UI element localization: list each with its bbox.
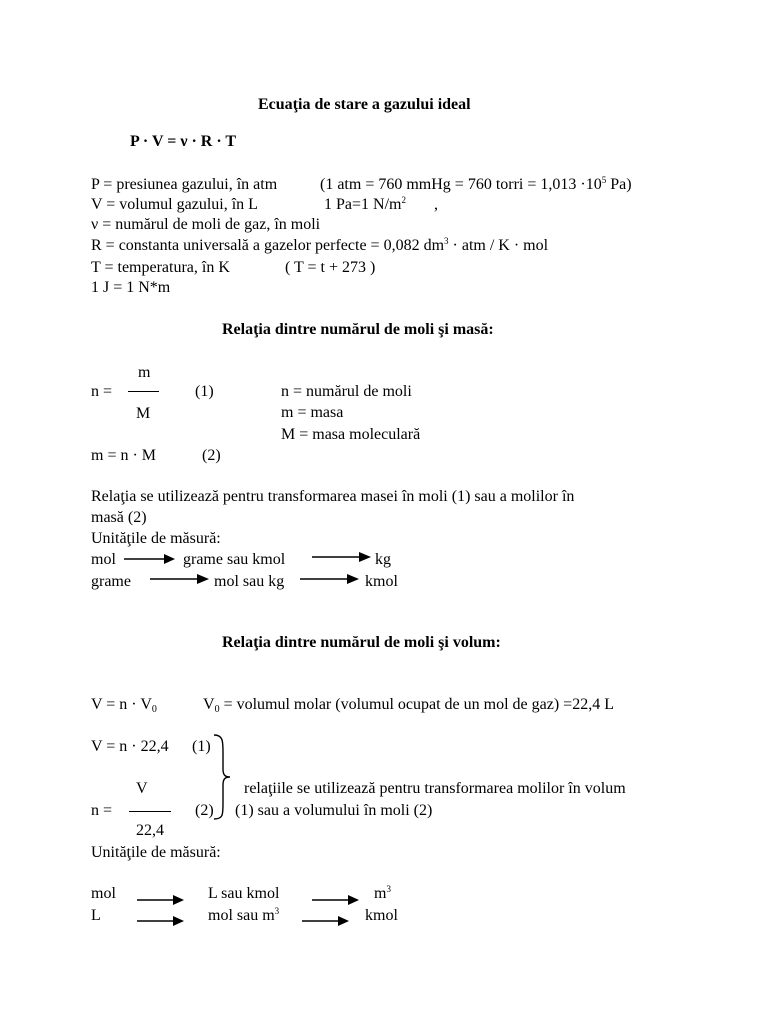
unit-l: L bbox=[91, 907, 101, 924]
page-title: Ecuaţia de stare a gazului ideal bbox=[258, 96, 471, 113]
legend-M: M = masa moleculară bbox=[281, 426, 421, 443]
curly-brace-icon bbox=[212, 733, 234, 821]
formula-v-numeric: V = n · 22,4 bbox=[91, 738, 169, 755]
unit-l-kmol: L sau kmol bbox=[208, 885, 280, 902]
arrow-right-icon bbox=[312, 893, 360, 907]
section-heading-volume: Relaţia dintre numărul de moli şi volum: bbox=[222, 634, 501, 651]
fraction-bar bbox=[129, 811, 171, 812]
formula-tag-2: (2) bbox=[202, 447, 221, 464]
arrow-right-icon bbox=[124, 552, 176, 566]
unit-mol: mol bbox=[91, 551, 116, 568]
legend-m: m = masa bbox=[281, 404, 344, 421]
unit-m3: $m^3$ bbox=[374, 884, 391, 902]
fraction-denominator: M bbox=[136, 405, 151, 422]
fraction-numerator: m bbox=[138, 364, 151, 381]
arrow-right-icon bbox=[150, 572, 210, 586]
section-heading-mass: Relaţia dintre numărul de moli şi masă: bbox=[222, 321, 494, 338]
v0-definition: $V_0$ = volumul molar (volumul ocupat de un mol de gaz) =22,4 L bbox=[203, 696, 614, 715]
volume-note-line1: relaţiile se utilizează pentru transformarea molilor în volum bbox=[244, 780, 626, 797]
unit-kg: kg bbox=[375, 551, 391, 568]
formula-tag-2: (2) bbox=[195, 802, 214, 819]
volume-note-line2: (1) sau a volumului în moli (2) bbox=[235, 802, 433, 819]
formula-tag-1: (1) bbox=[192, 738, 211, 755]
units-heading: Unităţile de măsură: bbox=[91, 530, 221, 547]
def-volume: V = volumul gazului, în L bbox=[91, 196, 258, 213]
fraction-denominator-v: 22,4 bbox=[136, 822, 164, 839]
formula-n-volume: n = bbox=[91, 802, 113, 819]
fraction-numerator-v: V bbox=[136, 780, 148, 797]
formula-m: m = n · M bbox=[91, 447, 157, 464]
def-pascal-comma: , bbox=[434, 196, 438, 213]
def-joule: 1 J = 1 N*m bbox=[91, 279, 171, 296]
units-heading-2: Unităţile de măsură: bbox=[91, 844, 221, 861]
formula-v: $V = n \cdot V_0$ bbox=[91, 696, 157, 715]
formula-tag-1: (1) bbox=[195, 383, 214, 400]
def-pascal: 1 Pa=1 $N/m^2$ bbox=[324, 195, 406, 213]
arrow-right-icon bbox=[300, 572, 360, 586]
arrow-right-icon bbox=[137, 893, 185, 907]
unit-mol-2: mol bbox=[91, 885, 116, 902]
unit-mol-m3: mol sau $m^3$ bbox=[208, 906, 280, 924]
formula-n: n = bbox=[91, 383, 113, 400]
unit-grame-kmol: grame sau kmol bbox=[183, 551, 286, 568]
legend-n: n = numărul de moli bbox=[281, 383, 412, 400]
def-pressure: P = presiunea gazului, în atm bbox=[91, 176, 278, 193]
unit-kmol: kmol bbox=[365, 573, 398, 590]
def-temperature: T = temperatura, în K bbox=[91, 259, 230, 276]
usage-text-line1: Relaţia se utilizează pentru transformarea masei în moli (1) sau a molilor în bbox=[91, 488, 575, 505]
fraction-bar bbox=[128, 391, 159, 392]
arrow-right-icon bbox=[302, 914, 350, 928]
arrow-right-icon bbox=[137, 914, 185, 928]
arrow-right-icon bbox=[312, 550, 372, 564]
def-pressure-conversion: (1 atm = 760 mmHg = 760 torri = $1,013 \cdot 10^5$ Pa) bbox=[320, 175, 632, 193]
main-equation: P · V = ν · R · T bbox=[130, 133, 237, 150]
usage-text-line2: masă (2) bbox=[91, 509, 147, 526]
def-temperature-celsius: ( T = t + 273 ) bbox=[285, 259, 376, 276]
def-moles: ν = numărul de moli de gaz, în moli bbox=[91, 216, 321, 233]
def-gas-constant: R = constanta universală a gazelor perfecte = 0,082 $dm^3$ · atm / K · mol bbox=[91, 236, 549, 254]
unit-grame: grame bbox=[91, 573, 131, 590]
unit-kmol-2: kmol bbox=[365, 907, 398, 924]
unit-mol-kg: mol sau kg bbox=[214, 573, 285, 590]
